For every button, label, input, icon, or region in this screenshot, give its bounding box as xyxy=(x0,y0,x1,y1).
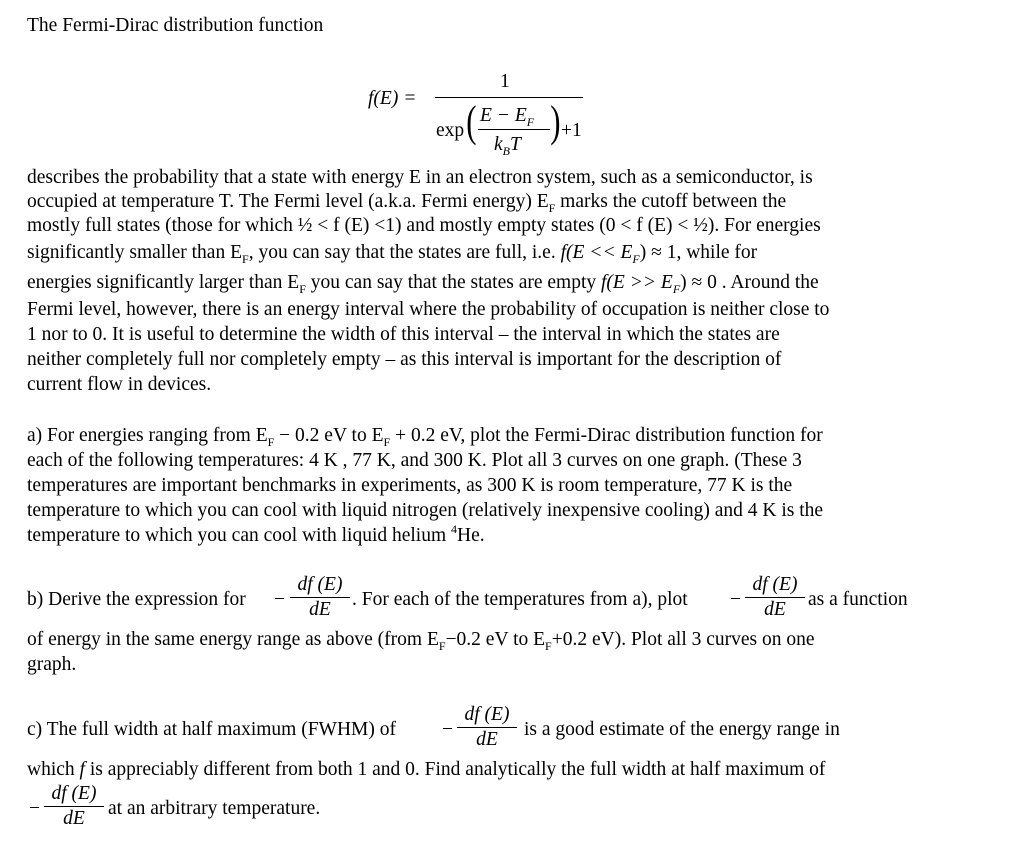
part-c-minus-2: − xyxy=(29,798,40,819)
sub-f: F xyxy=(545,639,552,653)
part-b-line-2-text: of energy in the same energy range as above (from E xyxy=(27,629,439,650)
part-a-line-5-text: temperature to which you can cool with liquid helium xyxy=(27,525,452,546)
intro-line-4-expr: f(E << E xyxy=(560,242,633,263)
intro-line-4-mid: , you can say that the states are full, i.e. xyxy=(248,242,561,263)
right-paren: ) xyxy=(550,97,561,146)
intro-line-5 xyxy=(27,271,819,296)
intro-line-2-tail: marks the cutoff between the xyxy=(555,191,787,212)
sub-f: F xyxy=(672,282,681,296)
part-c-line-2-b: is appreciably different from both 1 and 0. Find analytically the full width at half maximum of xyxy=(84,759,826,780)
part-c-line-2-a: which xyxy=(27,759,80,780)
intro-line-4-tail: ) ≈ 1, while for xyxy=(639,242,758,263)
part-b-line-2-tail: +0.2 eV). Plot all 3 curves on one xyxy=(551,629,815,650)
part-a-line-5 xyxy=(27,524,485,549)
part-a-line-1-text: a) For energies ranging from E xyxy=(27,425,268,446)
frac-den: dE xyxy=(309,599,331,620)
intro-line-1: describes the probability that a state with energy E in an electron system, such as a semiconductor, is xyxy=(27,167,813,188)
part-a-line-2: each of the following temperatures: 4 K , 77 K, and 300 K. Plot all 3 curves on one graph. (These 3 xyxy=(27,450,802,471)
part-b-minus-1: − xyxy=(274,589,285,610)
part-b-line-2-mid: −0.2 eV to E xyxy=(445,629,546,650)
intro-line-5-expr: f(E >> E xyxy=(601,272,673,293)
sub-f: F xyxy=(242,252,249,266)
part-c-line-2-f: f xyxy=(79,759,85,780)
left-paren: ( xyxy=(466,97,477,146)
intro-line-7: 1 nor to 0. It is useful to determine the width of this interval – the interval in which the states are xyxy=(27,324,780,345)
inner-denominator-k: k xyxy=(494,134,503,155)
inner-numerator-text: E − E xyxy=(480,105,527,126)
helium-superscript: 4 xyxy=(451,522,458,536)
intro-line-8: neither completely full nor completely empty – as this interval is important for the description of xyxy=(27,349,782,370)
part-b-start: b) Derive the expression for xyxy=(27,589,246,610)
part-a-line-3: temperatures are important benchmarks in experiments, as 300 K is room temperature, 77 K is the xyxy=(27,475,793,496)
part-c-line-3-end: at an arbitrary temperature. xyxy=(108,798,321,819)
sub-f: F xyxy=(299,282,306,296)
intro-line-5-tail: ) ≈ 0 . Around the xyxy=(680,272,819,293)
frac-den: dE xyxy=(476,729,498,750)
intro-line-2 xyxy=(27,190,786,215)
title-text: The Fermi-Dirac distribution function xyxy=(27,15,324,36)
equation-numerator: 1 xyxy=(500,71,510,92)
sub-f: F xyxy=(383,435,391,449)
part-c-line-2 xyxy=(27,758,825,782)
page-title xyxy=(27,14,323,38)
derivative-fraction-2 xyxy=(745,573,805,622)
part-a-line-1-tail: + 0.2 eV, plot the Fermi-Dirac distribution function for xyxy=(390,425,823,446)
intro-line-2-text: occupied at temperature T. The Fermi level (a.k.a. Fermi energy) E xyxy=(27,191,549,212)
part-c-minus-1: − xyxy=(442,719,453,740)
part-b-line-2 xyxy=(27,628,815,653)
frac-num: df (E) xyxy=(297,574,343,595)
inner-denominator xyxy=(494,133,521,158)
inner-fraction-bar xyxy=(478,129,550,130)
intro-line-3: mostly full states (those for which ½ < f (E) <1) and mostly empty states (0 < f (E) < ½). For energies xyxy=(27,215,821,236)
derivative-fraction-4 xyxy=(44,782,104,831)
part-b-end: as a function xyxy=(808,589,908,610)
part-b-line-3: graph. xyxy=(27,654,77,675)
derivative-fraction-1 xyxy=(290,573,350,622)
intro-line-5-mid: you can say that the states are empty xyxy=(305,272,601,293)
part-b-middle: . For each of the temperatures from a), plot xyxy=(352,589,688,610)
equation-exp: exp xyxy=(436,120,465,141)
inner-denominator-T: T xyxy=(510,134,521,155)
frac-den: dE xyxy=(764,599,786,620)
frac-num: df (E) xyxy=(51,783,97,804)
intro-line-9: current flow in devices. xyxy=(27,374,212,395)
equation-lhs: f(E) = xyxy=(368,88,417,109)
intro-line-4 xyxy=(27,241,757,266)
equation-main-bar xyxy=(435,97,583,98)
sub-f: F xyxy=(632,252,640,266)
helium-text: He. xyxy=(457,525,485,546)
intro-line-6: Fermi level, however, there is an energy interval where the probability of occupation is neither close to xyxy=(27,299,830,320)
part-c-start: c) The full width at half maximum (FWHM) of xyxy=(27,719,396,740)
part-b-minus-2: − xyxy=(730,589,741,610)
part-c-end: is a good estimate of the energy range in xyxy=(524,719,840,740)
inner-numerator xyxy=(480,104,534,129)
sub-f: F xyxy=(548,201,556,215)
sub-f: F xyxy=(267,435,275,449)
equation-plus-one: +1 xyxy=(561,120,582,141)
part-a-line-1 xyxy=(27,424,823,449)
intro-line-4-text: significantly smaller than E xyxy=(27,242,242,263)
frac-num: df (E) xyxy=(464,704,510,725)
part-a-line-4: temperature to which you can cool with liquid nitrogen (relatively inexpensive cooling) and 4 K is the xyxy=(27,500,824,521)
sub-f: F xyxy=(438,639,446,653)
inner-numerator-sub: F xyxy=(526,115,535,129)
inner-denominator-sub: B xyxy=(502,144,510,158)
derivative-fraction-3 xyxy=(457,703,517,752)
part-a-line-1-mid: − 0.2 eV to E xyxy=(274,425,384,446)
frac-den: dE xyxy=(63,808,85,829)
intro-line-5-text: energies significantly larger than E xyxy=(27,272,300,293)
frac-num: df (E) xyxy=(752,574,798,595)
